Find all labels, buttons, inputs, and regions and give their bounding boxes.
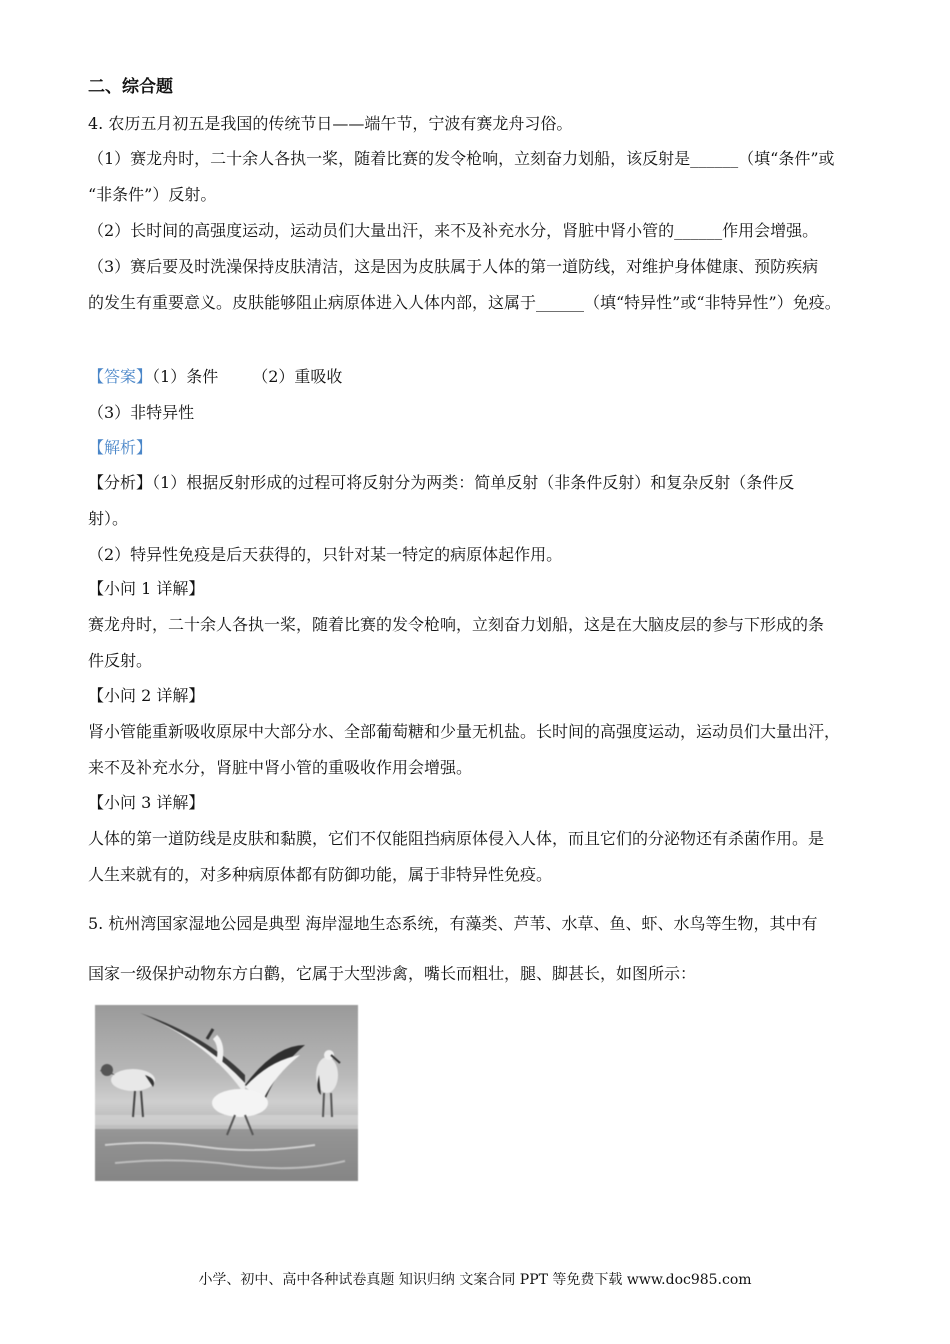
answer-1: （1）条件	[152, 367, 219, 386]
detail-1-title: 【小问 1 详解】	[88, 579, 205, 598]
question-4-part-3-cont: 的发生有重要意义。皮肤能够阻止病原体进入人体内部，这属于______（填“特异性”或“非特异性”）免疫。	[88, 293, 841, 312]
fenxi-label: 【分析】	[88, 473, 153, 492]
detail-3-title: 【小问 3 详解】	[88, 793, 205, 812]
question-4-part-1-cont: “非条件”）反射。	[88, 185, 217, 204]
answer-2: （2）重吸收	[252, 367, 343, 386]
analysis-fenxi	[88, 472, 794, 494]
fenxi-1: （1）根据反射形成的过程可将反射分为两类：简单反射（非条件反射）和复杂反射（条件反	[152, 473, 795, 492]
detail-2-title: 【小问 2 详解】	[88, 686, 205, 705]
detail-1-text-cont: 件反射。	[88, 651, 153, 670]
stork-photo	[95, 1005, 358, 1181]
question-5-stem-cont: 国家一级保护动物东方白鹳，它属于大型涉禽，嘴长而粗壮，腿、脚甚长，如图所示：	[88, 964, 697, 983]
detail-3-text: 人体的第一道防线是皮肤和黏膜，它们不仅能阻挡病原体侵入人体，而且它们的分泌物还有杀菌作用。是	[88, 829, 825, 848]
question-4-stem: 4. 农历五月初五是我国的传统节日——端午节，宁波有赛龙舟习俗。	[88, 114, 573, 133]
detail-1-text: 赛龙舟时，二十余人各执一桨，随着比赛的发令枪响，立刻奋力划船，这是在大脑皮层的参与下形成的条	[88, 615, 825, 634]
fenxi-1-cont: 射）。	[88, 509, 129, 528]
detail-2-text-cont: 来不及补充水分，肾脏中肾小管的重吸收作用会增强。	[88, 758, 473, 777]
detail-2-text: 肾小管能重新吸收原尿中大部分水、全部葡萄糖和少量无机盐。长时间的高强度运动，运动员们大量出汗，	[88, 722, 841, 741]
question-4-part-3: （3）赛后要及时洗澡保持皮肤清洁，这是因为皮肤属于人体的第一道防线，对维护身体健康、预防疾病	[88, 257, 819, 276]
section-title: 二、综合题	[88, 77, 173, 97]
question-4-part-2: （2）长时间的高强度运动，运动员们大量出汗，来不及补充水分，肾脏中肾小管的______作用会增强。	[88, 221, 819, 240]
answer-line	[88, 366, 342, 388]
question-4-part-1: （1）赛龙舟时，二十余人各执一桨，随着比赛的发令枪响，立刻奋力划船，该反射是______（填“条件”或	[88, 149, 835, 168]
answer-3: （3）非特异性	[88, 403, 195, 422]
detail-3-text-cont: 人生来就有的，对多种病原体都有防御功能，属于非特异性免疫。	[88, 865, 553, 884]
page-footer: 小学、初中、高中各种试卷真题 知识归纳 文案合同 PPT 等免费下载 www.doc985.com	[198, 1272, 752, 1288]
analysis-label: 【解析】	[88, 438, 153, 457]
answer-label: 【答案】	[88, 367, 153, 386]
fenxi-2: （2）特异性免疫是后天获得的，只针对某一特定的病原体起作用。	[88, 545, 563, 564]
question-5-stem: 5. 杭州湾国家湿地公园是典型 海岸湿地生态系统，有藻类、芦苇、水草、鱼、虾、水鸟等生物，其中有	[88, 914, 818, 933]
